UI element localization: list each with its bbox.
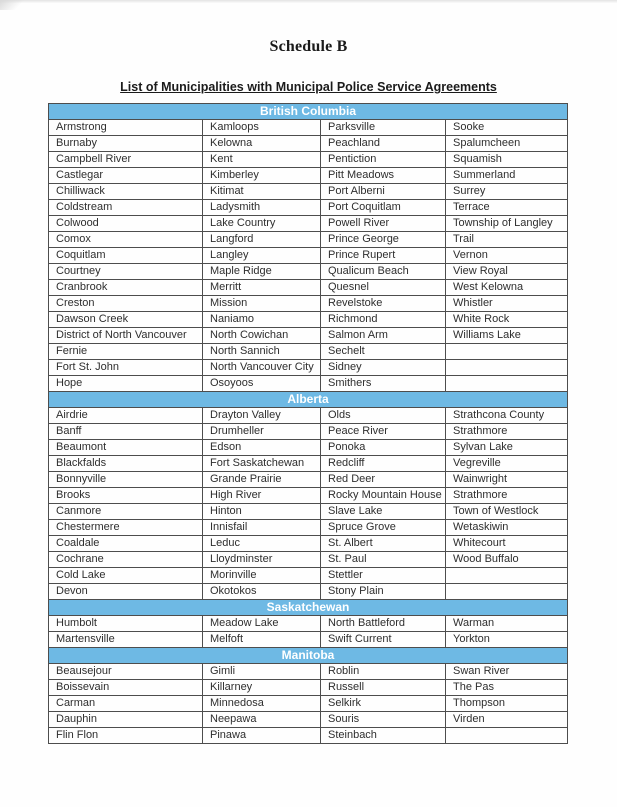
- section-header-manitoba: Manitoba: [49, 648, 568, 664]
- municipality-cell: Revelstoke: [321, 296, 446, 312]
- municipalities-table-body: [49, 104, 568, 744]
- table-row: [49, 152, 568, 168]
- municipality-cell: Hinton: [203, 504, 321, 520]
- municipality-cell: Drumheller: [203, 424, 321, 440]
- municipality-cell: Kelowna: [203, 136, 321, 152]
- municipality-cell: Prince George: [321, 232, 446, 248]
- table-row: [49, 232, 568, 248]
- municipality-cell: Souris: [321, 712, 446, 728]
- municipality-cell: Morinville: [203, 568, 321, 584]
- document-subtitle: List of Municipalities with Municipal Police Service Agreements: [120, 80, 497, 94]
- municipality-cell: Edson: [203, 440, 321, 456]
- municipality-cell: Meadow Lake: [203, 616, 321, 632]
- municipality-cell: Williams Lake: [446, 328, 568, 344]
- table-row: [49, 376, 568, 392]
- municipality-cell: Cold Lake: [49, 568, 203, 584]
- municipality-cell: Boissevain: [49, 680, 203, 696]
- municipality-cell: Melfoft: [203, 632, 321, 648]
- municipality-cell: Roblin: [321, 664, 446, 680]
- municipality-cell: Killarney: [203, 680, 321, 696]
- municipality-cell: Cochrane: [49, 552, 203, 568]
- table-row: [49, 488, 568, 504]
- municipality-cell: Naniamo: [203, 312, 321, 328]
- table-row: [49, 296, 568, 312]
- scan-corner-artifact: [0, 0, 26, 10]
- municipality-cell: Town of Westlock: [446, 504, 568, 520]
- municipality-cell: Coaldale: [49, 536, 203, 552]
- municipality-cell: Vegreville: [446, 456, 568, 472]
- municipality-cell: Wainwright: [446, 472, 568, 488]
- table-row: [49, 168, 568, 184]
- municipality-cell: Langford: [203, 232, 321, 248]
- municipality-cell: Kent: [203, 152, 321, 168]
- table-row: [49, 504, 568, 520]
- municipality-cell: [446, 376, 568, 392]
- municipality-cell: Kamloops: [203, 120, 321, 136]
- municipality-cell: Peachland: [321, 136, 446, 152]
- table-row: [49, 552, 568, 568]
- municipality-cell: North Battleford: [321, 616, 446, 632]
- municipality-cell: Mission: [203, 296, 321, 312]
- municipality-cell: Olds: [321, 408, 446, 424]
- municipality-cell: Richmond: [321, 312, 446, 328]
- municipality-cell: Rocky Mountain House: [321, 488, 446, 504]
- municipality-cell: North Vancouver City: [203, 360, 321, 376]
- municipality-cell: Leduc: [203, 536, 321, 552]
- municipality-cell: Minnedosa: [203, 696, 321, 712]
- table-row: [49, 408, 568, 424]
- table-row: [49, 136, 568, 152]
- municipality-cell: West Kelowna: [446, 280, 568, 296]
- municipality-cell: St. Albert: [321, 536, 446, 552]
- municipality-cell: Virden: [446, 712, 568, 728]
- municipality-cell: Thompson: [446, 696, 568, 712]
- municipality-cell: [446, 584, 568, 600]
- municipality-cell: High River: [203, 488, 321, 504]
- municipality-cell: North Cowichan: [203, 328, 321, 344]
- municipality-cell: Maple Ridge: [203, 264, 321, 280]
- municipality-cell: Cranbrook: [49, 280, 203, 296]
- municipality-cell: Campbell River: [49, 152, 203, 168]
- municipality-cell: Warman: [446, 616, 568, 632]
- municipality-cell: Squamish: [446, 152, 568, 168]
- table-row: [49, 664, 568, 680]
- municipality-cell: Ponoka: [321, 440, 446, 456]
- municipality-cell: Creston: [49, 296, 203, 312]
- municipality-cell: Beaumont: [49, 440, 203, 456]
- municipality-cell: Banff: [49, 424, 203, 440]
- municipality-cell: Strathcona County: [446, 408, 568, 424]
- municipality-cell: Langley: [203, 248, 321, 264]
- municipality-cell: Drayton Valley: [203, 408, 321, 424]
- scan-edge-artifact: [0, 0, 617, 3]
- municipality-cell: Kimberley: [203, 168, 321, 184]
- section-header-saskatchewan: Saskatchewan: [49, 600, 568, 616]
- municipality-cell: Kitimat: [203, 184, 321, 200]
- municipality-cell: Comox: [49, 232, 203, 248]
- municipality-cell: Dawson Creek: [49, 312, 203, 328]
- table-row: [49, 264, 568, 280]
- municipality-cell: Pentiction: [321, 152, 446, 168]
- municipality-cell: Peace River: [321, 424, 446, 440]
- municipality-cell: Castlegar: [49, 168, 203, 184]
- table-row: [49, 424, 568, 440]
- table-row: [49, 216, 568, 232]
- municipality-cell: Whitecourt: [446, 536, 568, 552]
- municipality-cell: Qualicum Beach: [321, 264, 446, 280]
- table-row: [49, 184, 568, 200]
- table-row: [49, 248, 568, 264]
- municipality-cell: Summerland: [446, 168, 568, 184]
- table-row: [49, 696, 568, 712]
- municipality-cell: Burnaby: [49, 136, 203, 152]
- municipality-cell: [446, 360, 568, 376]
- municipality-cell: Trail: [446, 232, 568, 248]
- municipality-cell: Spruce Grove: [321, 520, 446, 536]
- table-row: [49, 456, 568, 472]
- municipality-cell: Bonnyville: [49, 472, 203, 488]
- municipality-cell: [446, 568, 568, 584]
- municipality-cell: Osoyoos: [203, 376, 321, 392]
- table-row: [49, 344, 568, 360]
- municipality-cell: Coquitlam: [49, 248, 203, 264]
- table-row: [49, 568, 568, 584]
- table-row: [49, 120, 568, 136]
- municipality-cell: Sechelt: [321, 344, 446, 360]
- municipality-cell: Lake Country: [203, 216, 321, 232]
- municipality-cell: Wood Buffalo: [446, 552, 568, 568]
- municipality-cell: Martensville: [49, 632, 203, 648]
- page-title: Schedule B: [269, 38, 348, 55]
- municipality-cell: Courtney: [49, 264, 203, 280]
- municipality-cell: Chilliwack: [49, 184, 203, 200]
- municipality-cell: Parksville: [321, 120, 446, 136]
- municipality-cell: Swift Current: [321, 632, 446, 648]
- municipality-cell: Russell: [321, 680, 446, 696]
- municipality-cell: Sylvan Lake: [446, 440, 568, 456]
- municipality-cell: Wetaskiwin: [446, 520, 568, 536]
- municipality-cell: Colwood: [49, 216, 203, 232]
- municipality-cell: [446, 728, 568, 744]
- municipality-cell: Okotokos: [203, 584, 321, 600]
- municipality-cell: Redcliff: [321, 456, 446, 472]
- section-header-alberta: Alberta: [49, 392, 568, 408]
- table-row: [49, 280, 568, 296]
- table-row: [49, 440, 568, 456]
- municipality-cell: Fort Saskatchewan: [203, 456, 321, 472]
- municipality-cell: Fernie: [49, 344, 203, 360]
- table-row: [49, 328, 568, 344]
- municipality-cell: Pinawa: [203, 728, 321, 744]
- section-row-british-columbia: [49, 104, 568, 120]
- municipality-cell: Stony Plain: [321, 584, 446, 600]
- municipality-cell: Sooke: [446, 120, 568, 136]
- municipality-cell: Port Coquitlam: [321, 200, 446, 216]
- section-row-manitoba: [49, 648, 568, 664]
- municipalities-table: [48, 103, 568, 744]
- municipality-cell: Blackfalds: [49, 456, 203, 472]
- municipality-cell: Vernon: [446, 248, 568, 264]
- municipality-cell: Strathmore: [446, 488, 568, 504]
- municipality-cell: Carman: [49, 696, 203, 712]
- municipality-cell: The Pas: [446, 680, 568, 696]
- municipality-cell: Township of Langley: [446, 216, 568, 232]
- table-row: [49, 360, 568, 376]
- municipality-cell: Red Deer: [321, 472, 446, 488]
- table-row: [49, 536, 568, 552]
- municipality-cell: Strathmore: [446, 424, 568, 440]
- municipality-cell: Powell River: [321, 216, 446, 232]
- municipality-cell: Grande Prairie: [203, 472, 321, 488]
- municipality-cell: Smithers: [321, 376, 446, 392]
- municipality-cell: Flin Flon: [49, 728, 203, 744]
- table-row: [49, 312, 568, 328]
- municipality-cell: Gimli: [203, 664, 321, 680]
- municipality-cell: Swan River: [446, 664, 568, 680]
- municipality-cell: Merritt: [203, 280, 321, 296]
- municipality-cell: Selkirk: [321, 696, 446, 712]
- municipality-cell: Dauphin: [49, 712, 203, 728]
- table-row: [49, 616, 568, 632]
- municipality-cell: Canmore: [49, 504, 203, 520]
- municipality-cell: Fort St. John: [49, 360, 203, 376]
- municipality-cell: Yorkton: [446, 632, 568, 648]
- municipality-cell: Whistler: [446, 296, 568, 312]
- municipality-cell: White Rock: [446, 312, 568, 328]
- municipality-cell: Innisfail: [203, 520, 321, 536]
- section-row-alberta: [49, 392, 568, 408]
- section-header-british-columbia: British Columbia: [49, 104, 568, 120]
- municipality-cell: Beausejour: [49, 664, 203, 680]
- municipality-cell: Sidney: [321, 360, 446, 376]
- table-row: [49, 520, 568, 536]
- municipality-cell: Spalumcheen: [446, 136, 568, 152]
- municipality-cell: Brooks: [49, 488, 203, 504]
- municipality-cell: St. Paul: [321, 552, 446, 568]
- municipality-cell: Stettler: [321, 568, 446, 584]
- table-row: [49, 472, 568, 488]
- table-row: [49, 632, 568, 648]
- table-row: [49, 584, 568, 600]
- municipality-cell: Hope: [49, 376, 203, 392]
- municipality-cell: Terrace: [446, 200, 568, 216]
- municipality-cell: [446, 344, 568, 360]
- municipality-cell: Neepawa: [203, 712, 321, 728]
- municipality-cell: Prince Rupert: [321, 248, 446, 264]
- section-row-saskatchewan: [49, 600, 568, 616]
- table-row: [49, 680, 568, 696]
- municipality-cell: Slave Lake: [321, 504, 446, 520]
- municipality-cell: Pitt Meadows: [321, 168, 446, 184]
- table-row: [49, 728, 568, 744]
- municipality-cell: Airdrie: [49, 408, 203, 424]
- municipality-cell: Humbolt: [49, 616, 203, 632]
- table-row: [49, 200, 568, 216]
- municipality-cell: Steinbach: [321, 728, 446, 744]
- municipality-cell: Salmon Arm: [321, 328, 446, 344]
- municipality-cell: North Sannich: [203, 344, 321, 360]
- municipality-cell: Lloydminster: [203, 552, 321, 568]
- municipality-cell: Armstrong: [49, 120, 203, 136]
- municipality-cell: Chestermere: [49, 520, 203, 536]
- municipality-cell: Coldstream: [49, 200, 203, 216]
- municipality-cell: View Royal: [446, 264, 568, 280]
- table-row: [49, 712, 568, 728]
- municipality-cell: Devon: [49, 584, 203, 600]
- municipality-cell: Surrey: [446, 184, 568, 200]
- municipality-cell: Ladysmith: [203, 200, 321, 216]
- municipality-cell: Quesnel: [321, 280, 446, 296]
- municipality-cell: District of North Vancouver: [49, 328, 203, 344]
- municipality-cell: Port Alberni: [321, 184, 446, 200]
